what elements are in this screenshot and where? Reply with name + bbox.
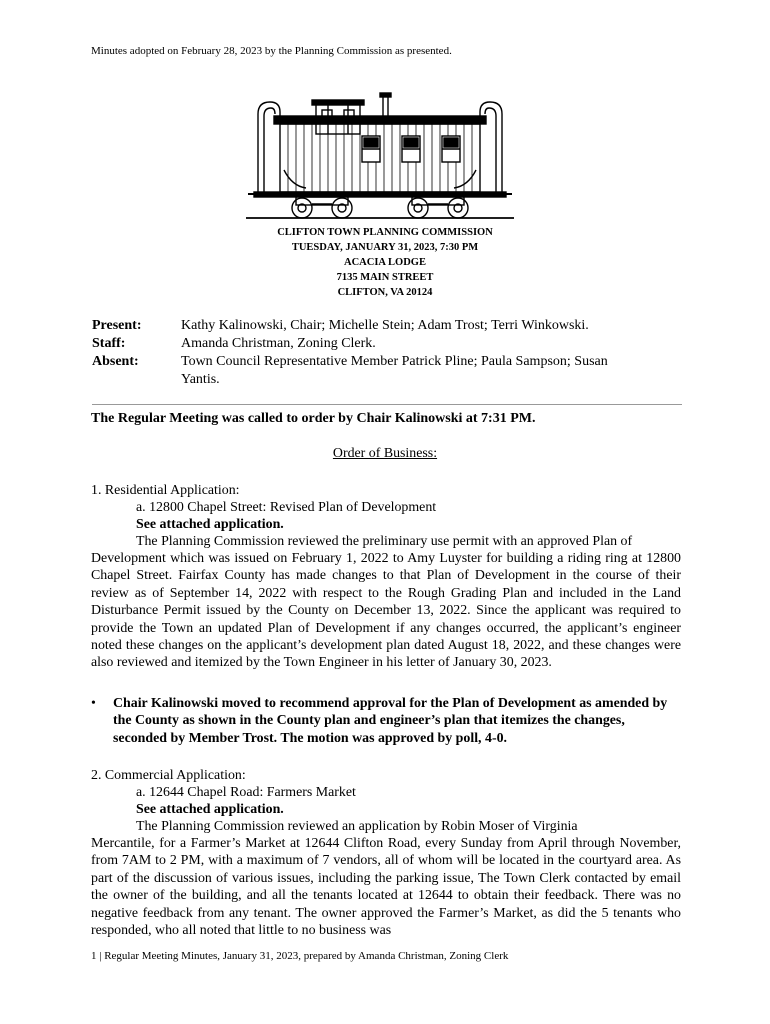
caboose-train-car-icon bbox=[244, 90, 516, 222]
section-divider bbox=[92, 404, 682, 405]
adoption-note: Minutes adopted on February 28, 2023 by the Planning Commission as presented. bbox=[91, 45, 452, 57]
meeting-venue: ACACIA LODGE bbox=[344, 257, 426, 268]
commission-name: CLIFTON TOWN PLANNING COMMISSION bbox=[277, 227, 493, 238]
item-2-subheading: a. 12644 Chapel Road: Farmers Market bbox=[136, 785, 356, 800]
absent-label: Absent: bbox=[92, 354, 139, 369]
absent-list-line1: Town Council Representative Member Patrick Pline; Paula Sampson; Susan bbox=[181, 354, 608, 369]
meeting-city: CLIFTON, VA 20124 bbox=[337, 287, 433, 298]
item-2-attached-note: See attached application. bbox=[136, 802, 284, 817]
item-1-motion: Chair Kalinowski moved to recommend approval for the Plan of Development as amended by the County as shown in the County plan and engineer’s plan that itemizes the changes, seconded by Member Trost. The motion was approved by poll, 4-0. bbox=[113, 696, 668, 746]
meeting-street: 7135 MAIN STREET bbox=[336, 272, 434, 283]
page-footer: 1 | Regular Meeting Minutes, January 31, 2023, prepared by Amanda Christman, Zoning Clerk bbox=[91, 950, 509, 962]
absent-list-line2: Yantis. bbox=[181, 372, 220, 387]
order-of-business-title: Order of Business: bbox=[332, 446, 438, 461]
item-2-heading: 2. Commercial Application: bbox=[91, 768, 246, 783]
item-1-paragraph: Development which was issued on February 1, 2022 to Amy Luyster for building a riding ring at 12800 Chapel Street. Fairfax County has made changes to that Plan of Development in the course of their review as of September 14, 2022 with respect to the Rough Grading Plan and included in the Land Disturbance Permit issued by the County on December 13, 2022. Since the applicant was required to provide the Town an updated Plan of Development if any changes occurred, the applicant’s engineer noted these changes on the applicant’s development plan dated August 18, 2022, and these changes were also reviewed and itemized by the Town Engineer in his letter of January 30, 2023. bbox=[91, 551, 681, 671]
staff-label: Staff: bbox=[92, 336, 126, 351]
item-1-paragraph-first-line: The Planning Commission reviewed the preliminary use permit with an approved Plan of bbox=[136, 534, 633, 549]
attendance-block bbox=[0, 317, 770, 389]
bullet-icon: • bbox=[91, 696, 96, 711]
item-1-attached-note: See attached application. bbox=[136, 517, 284, 532]
item-2-paragraph-first-line: The Planning Commission reviewed an application by Robin Moser of Virginia bbox=[136, 819, 578, 834]
item-1-heading: 1. Residential Application: bbox=[91, 483, 240, 498]
present-list: Kathy Kalinowski, Chair; Michelle Stein; Adam Trost; Terri Winkowski. bbox=[181, 318, 589, 333]
item-1-subheading: a. 12800 Chapel Street: Revised Plan of Development bbox=[136, 500, 437, 515]
meeting-date: TUESDAY, JANUARY 31, 2023, 7:30 PM bbox=[291, 242, 479, 253]
staff-list: Amanda Christman, Zoning Clerk. bbox=[181, 336, 376, 351]
meeting-header bbox=[0, 225, 770, 300]
call-to-order: The Regular Meeting was called to order by Chair Kalinowski at 7:31 PM. bbox=[91, 411, 536, 426]
item-2-paragraph: Mercantile, for a Farmer’s Market at 12644 Clifton Road, every Sunday from April through November, from 7AM to 2 PM, with a maximum of 7 vendors, all of whom will be located in the courtyard area. As part of the discussion of various issues, including the parking issue, The Town Clerk contacted by email the owner of the building, and all the tenants located at 12644 to obtain their feedback. There was no negative feedback from any tenant. The owner approved the Farmer’s Market, as did the 5 tenants who responded, who all noted that little to no business was bbox=[91, 836, 681, 939]
present-label: Present: bbox=[92, 318, 142, 333]
